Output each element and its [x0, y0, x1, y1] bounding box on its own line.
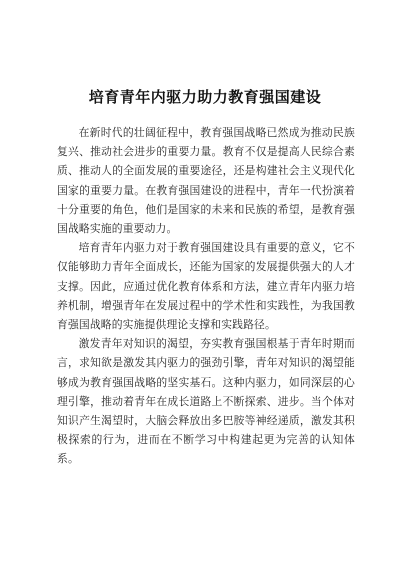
- paragraph-2: 培育青年内驱力对于教育强国建设具有重要的意义，它不仅能够助力青年全面成长，还能为国家的发展提供强大的人才支撑。因此，应通过优化教育体系和方法，建立青年内驱力培养机制，增强青年在发展过程中的学术性和实践性，为我国教育强国战略的实施提供理论支撑和实践路径。: [57, 241, 355, 332]
- paragraph-3: 激发青年对知识的渴望，夯实教育强国根基于青年时期而言，求知欲是激发其内驱力的强劲引擎，青年对知识的渴望能够成为教育强国战略的坚实基石。这种内驱力，如同深层的心理引擎，推动着青年在成长道路上不断探索、进步。当个体对知识产生渴望时，大脑会释放出多巴胺等神经递质，激发其积极探索的行为，进而在不断学习中构建起更为完善的认知体系。: [57, 337, 355, 466]
- document-title: 培育青年内驱力助力教育强国建设: [88, 88, 322, 106]
- paragraph-1: 在新时代的壮阔征程中，教育强国战略已然成为推动民族复兴、推动社会进步的重要力量。教育不仅是提高人民综合素质、推动人的全面发展的重要途径，还是构建社会主义现代化国家的重要力量。在教育强国建设的进程中，青年一代扮演着十分重要的角色，他们是国家的未来和民族的希望，是教育强国战略实施的重要动力。: [57, 126, 355, 236]
- document-body: [57, 123, 355, 469]
